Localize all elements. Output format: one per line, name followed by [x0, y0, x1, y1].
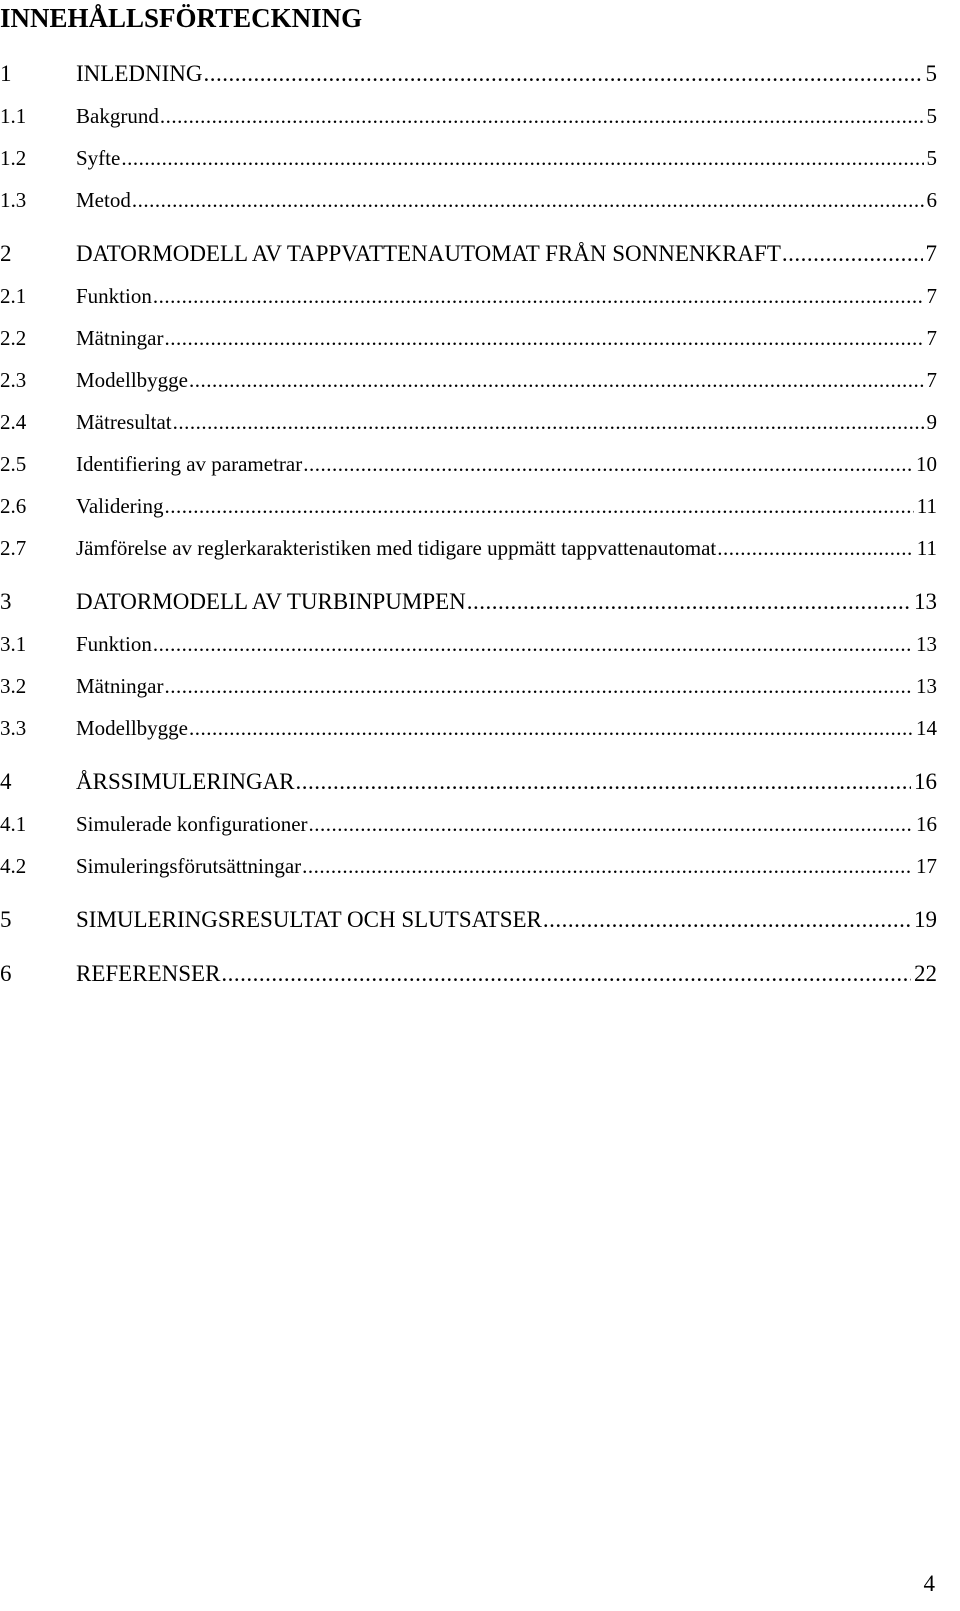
- toc-entry-label: Metod: [76, 188, 131, 212]
- dot-leader: [164, 492, 913, 520]
- toc-entry-4-2[interactable]: [0, 852, 937, 880]
- toc-entry-number: 1.2: [0, 146, 27, 170]
- toc-entry-page: 13: [916, 632, 937, 656]
- toc-entry-4-1[interactable]: [0, 810, 937, 838]
- toc-entry-page: 11: [916, 536, 937, 560]
- toc-entry-label: REFERENSER: [76, 961, 221, 986]
- dot-leader: [309, 810, 913, 838]
- dot-leader: [153, 282, 924, 310]
- toc-entry-number: 4.2: [0, 854, 27, 878]
- toc-entry-page: 14: [916, 716, 937, 740]
- toc-entry-1-3[interactable]: [0, 186, 937, 214]
- toc-entry-3-3[interactable]: [0, 714, 937, 742]
- toc-entry-page: 16: [914, 769, 937, 794]
- toc-entry-number: 1: [0, 61, 12, 86]
- dot-leader: [717, 534, 914, 562]
- toc-entry-2-2[interactable]: [0, 324, 937, 352]
- toc-entry-number: 1.1: [0, 104, 27, 128]
- toc-entry-label: Validering: [76, 494, 164, 518]
- toc-entry-label: Jämförelse av reglerkarakteristiken med tidigare uppmätt tappvattenautomat: [76, 536, 717, 560]
- dot-leader: [153, 630, 913, 658]
- toc-entry-label: Syfte: [76, 146, 121, 170]
- toc-entry-2-4[interactable]: [0, 408, 937, 436]
- toc-entry-page: 10: [916, 452, 937, 476]
- toc-entry-1-1[interactable]: [0, 102, 937, 130]
- toc-entry-page: 16: [916, 812, 937, 836]
- toc-entry-5[interactable]: [0, 906, 937, 934]
- toc-entry-page: 17: [916, 854, 937, 878]
- toc-entry-number: 3.3: [0, 716, 27, 740]
- toc-entry-number: 2.7: [0, 536, 27, 560]
- toc-entry-number: 1.3: [0, 188, 27, 212]
- toc-entry-page: 9: [926, 410, 937, 434]
- toc-entry-page: 7: [925, 241, 937, 266]
- dot-leader: [302, 852, 913, 880]
- toc-entry-label: Bakgrund: [76, 104, 159, 128]
- toc-entry-1-2[interactable]: [0, 144, 937, 172]
- toc-entry-number: 2.5: [0, 452, 27, 476]
- toc-entry-label: DATORMODELL AV TAPPVATTENAUTOMAT FRÅN SONNENKRAFT: [76, 241, 781, 266]
- toc-entry-number: 2.6: [0, 494, 27, 518]
- toc-entry-page: 7: [926, 284, 937, 308]
- toc-entry-number: 6: [0, 961, 12, 986]
- toc-entry-1[interactable]: [0, 60, 937, 88]
- dot-leader: [543, 906, 911, 934]
- dot-leader: [121, 144, 923, 172]
- toc-entry-number: 3.2: [0, 674, 27, 698]
- toc-entry-4[interactable]: [0, 768, 937, 796]
- dot-leader: [782, 240, 923, 268]
- dot-leader: [164, 672, 913, 700]
- dot-leader: [189, 366, 924, 394]
- toc-entry-2-1[interactable]: [0, 282, 937, 310]
- toc-entry-label: INLEDNING: [76, 61, 203, 86]
- dot-leader: [164, 324, 923, 352]
- dot-leader: [467, 588, 911, 616]
- toc-entry-label: SIMULERINGSRESULTAT OCH SLUTSATSER: [76, 907, 542, 932]
- toc-entry-label: Identifiering av parametrar: [76, 452, 303, 476]
- toc-entry-label: Funktion: [76, 284, 152, 308]
- toc-entry-page: 5: [926, 146, 937, 170]
- toc-entry-6[interactable]: [0, 960, 937, 988]
- toc-entry-label: Simulerade konfigurationer: [76, 812, 308, 836]
- toc-entry-number: 5: [0, 907, 12, 932]
- toc-entry-number: 4.1: [0, 812, 27, 836]
- toc-entry-label: Simuleringsförutsättningar: [76, 854, 302, 878]
- dot-leader: [203, 60, 922, 88]
- dot-leader: [173, 408, 924, 436]
- dot-leader: [132, 186, 924, 214]
- toc-entry-label: Mätningar: [76, 326, 164, 350]
- toc-entry-label: ÅRSSIMULERINGAR: [76, 769, 295, 794]
- dot-leader: [160, 102, 924, 130]
- dot-leader: [221, 960, 911, 988]
- page-number: 4: [923, 1571, 935, 1596]
- toc-entry-page: 13: [916, 674, 937, 698]
- toc-entry-page: 7: [926, 368, 937, 392]
- toc-entry-label: Mätningar: [76, 674, 164, 698]
- toc-entry-page: 22: [914, 961, 937, 986]
- dot-leader: [303, 450, 913, 478]
- toc-entry-page: 7: [926, 326, 937, 350]
- toc-entry-page: 13: [914, 589, 937, 614]
- toc-entry-number: 2: [0, 241, 12, 266]
- dot-leader: [189, 714, 913, 742]
- dot-leader: [296, 768, 911, 796]
- toc-entry-page: 11: [916, 494, 937, 518]
- toc-entry-3[interactable]: [0, 588, 937, 616]
- toc-entry-page: 5: [925, 61, 937, 86]
- toc-entry-2-5[interactable]: [0, 450, 937, 478]
- toc-entry-number: 4: [0, 769, 12, 794]
- toc-entry-2[interactable]: [0, 240, 937, 268]
- toc-title: INNEHÅLLSFÖRTECKNING: [0, 3, 363, 33]
- toc-entry-label: DATORMODELL AV TURBINPUMPEN: [76, 589, 466, 614]
- toc-entry-2-3[interactable]: [0, 366, 937, 394]
- toc-entry-number: 2.2: [0, 326, 27, 350]
- toc-entry-number: 2.3: [0, 368, 27, 392]
- toc-entry-number: 2.4: [0, 410, 27, 434]
- toc-entry-page: 5: [926, 104, 937, 128]
- toc-entry-number: 3: [0, 589, 12, 614]
- toc-entry-3-1[interactable]: [0, 630, 937, 658]
- toc-entry-label: Modellbygge: [76, 716, 188, 740]
- toc-entry-2-6[interactable]: [0, 492, 937, 520]
- toc-entry-3-2[interactable]: [0, 672, 937, 700]
- toc-entry-page: 6: [926, 188, 937, 212]
- toc-entry-2-7[interactable]: [0, 534, 937, 562]
- toc-entry-page: 19: [914, 907, 937, 932]
- toc-entry-label: Modellbygge: [76, 368, 188, 392]
- toc-entry-number: 3.1: [0, 632, 27, 656]
- toc-entry-label: Funktion: [76, 632, 152, 656]
- toc-entry-number: 2.1: [0, 284, 27, 308]
- toc-entry-label: Mätresultat: [76, 410, 172, 434]
